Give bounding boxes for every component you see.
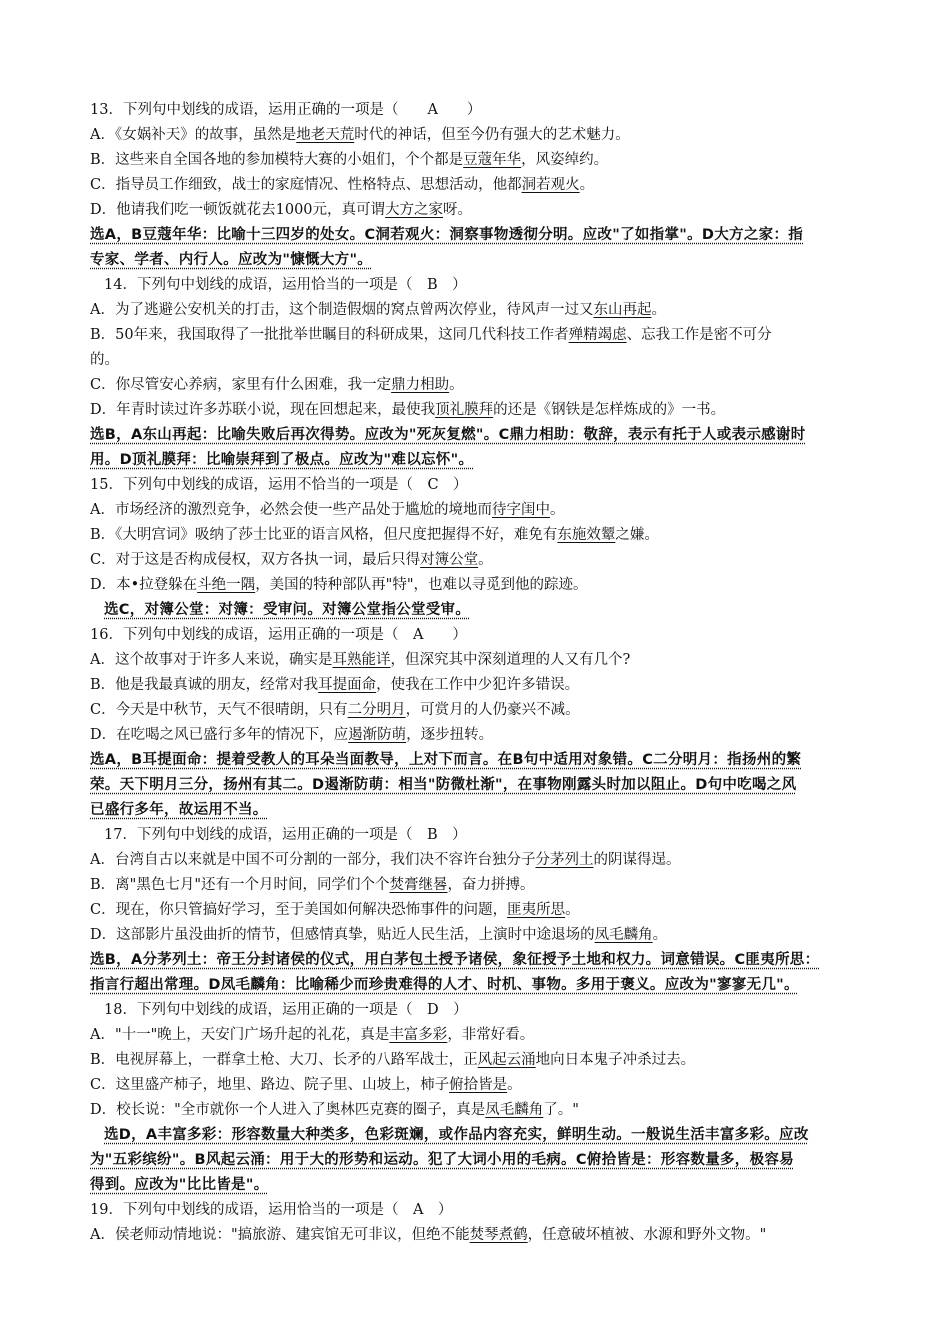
line-text-tail: ，奋力拼搏。 [447,877,535,893]
question-line [90,348,870,373]
answer-line [90,448,870,473]
underlined-idiom: 焚琴煮鹤 [469,1227,528,1243]
answer-line [90,948,870,973]
question-line [90,573,870,598]
question-line [90,473,870,498]
question-line [90,498,870,523]
line-text: A．市场经济的激烈竞争，必然会使一些产品处于尴尬的境地而 [90,502,492,518]
question-line [90,323,870,348]
line-text: C．现在，你只管搞好学习，至于美国如何解决恐怖事件的问题， [90,902,508,918]
line-text-tail: 了。" [543,1102,579,1118]
line-text-tail: ，可赏月的人仍豪兴不减。 [405,702,580,718]
underlined-idiom: 耳熟能详 [332,652,391,668]
underlined-idiom: 东山再起 [593,302,652,318]
line-text: D．这部影片虽没曲折的情节，但感情真挚，贴近人民生活，上演时中途退场的 [90,927,595,943]
line-text-tail: 呀。 [443,202,473,218]
question-line [90,523,870,548]
line-text-tail: ，美国的特种部队再"特"，也难以寻觅到他的踪迹。 [255,577,588,593]
question-line [90,1073,870,1098]
question-line [90,1048,870,1073]
question-line [90,898,870,923]
line-text-tail: 。 [652,927,668,943]
line-text: D．年青时读过许多苏联小说，现在回想起来，最使我 [90,402,436,418]
question-line [90,723,870,748]
underlined-idiom: 耳提面命 [318,677,377,693]
line-text: B．离"黑色七月"还有一个月时间，同学们个个 [90,877,390,893]
line-text: C．对于这是否构成侵权，双方各执一词，最后只得 [90,552,421,568]
line-text: C．这里盛产柿子，地里、路边、院子里、山坡上，柿子 [90,1077,450,1093]
underlined-idiom: 凤毛麟角 [594,927,653,943]
line-text-tail: 。 [579,177,595,193]
line-text: 选A，B豆蔻年华：比喻十三四岁的处女。C洞若观火：洞察事物透彻分明。应改"了如指掌"。D大方之家：指 [90,227,804,243]
underlined-idiom: 待字闺中 [491,502,550,518]
line-text: 指言行超出常理。D凤毛麟角：比喻稀少而珍贵难得的人才、时机、事物。多用于褒义。应改为"寥寥无几"。 [90,977,799,993]
underlined-idiom: 匪夷所思 [507,902,566,918]
question-line [90,848,870,873]
document-body [90,98,870,1248]
question-line [90,298,870,323]
question-line [90,548,870,573]
underlined-idiom: 分茅列土 [535,852,594,868]
line-text: 18．下列句中划线的成语，运用正确的一项是（ D ） [104,1002,468,1018]
line-text: A．为了逃避公安机关的打击，这个制造假烟的窝点曾两次停业，待风声一过又 [90,302,594,318]
underlined-idiom: 鼎力相助 [391,377,450,393]
line-text: B．50年来，我国取得了一批批举世瞩目的科研成果，这同几代科技工作者 [90,327,569,343]
underlined-idiom: 对簿公堂 [420,552,479,568]
question-line [90,873,870,898]
line-text: C．指导员工作细致，战士的家庭情况、性格特点、思想活动，他都 [90,177,522,193]
question-line [90,1198,870,1223]
line-text: 专家、学者、内行人。应改为"慷慨大方"。 [90,252,373,268]
question-line [90,373,870,398]
question-line [90,673,870,698]
underlined-idiom: 丰富多彩 [389,1027,448,1043]
line-text: 为"五彩缤纷"。B风起云涌：用于大的形势和运动。犯了大词小用的毛病。C俯拾皆是：形容数量多，极容易 [90,1152,794,1168]
line-text-tail: 的阴谋得逞。 [593,852,681,868]
line-text: B．电视屏幕上，一群拿土枪、大刀、长矛的八路军战士，正 [90,1052,478,1068]
question-line [90,1023,870,1048]
line-text-tail: 。 [449,377,464,393]
question-line [90,923,870,948]
line-text: 19．下列句中划线的成语，运用恰当的一项是（ A ） [90,1202,453,1218]
question-line [90,623,870,648]
line-text: A．"十一"晚上，天安门广场升起的礼花，真是 [90,1027,390,1043]
line-text: C．今天是中秋节，天气不很晴朗，只有 [90,702,348,718]
line-text: C．你尽管安心养病，家里有什么困难，我一定 [90,377,392,393]
line-text: D．在吃喝之风已盛行多年的情况下，应 [90,727,349,743]
question-line [90,698,870,723]
underlined-idiom: 俯拾皆是 [449,1077,508,1093]
line-text: 用。D顶礼膜拜：比喻崇拜到了极点。应改为"难以忘怀"。 [90,452,474,468]
answer-line [90,973,870,998]
line-text-tail: 。 [651,302,666,318]
underlined-idiom: 遏渐防萌 [348,727,407,743]
answer-line [90,1123,870,1148]
underlined-idiom: 风起云涌 [477,1052,536,1068]
question-line [90,648,870,673]
line-text: 17．下列句中划线的成语，运用正确的一项是（ B ） [104,827,467,843]
line-text: A．侯老师动情地说："搞旅游、建宾馆无可非议，但绝不能 [90,1227,470,1243]
line-text-tail: ，非常好看。 [447,1027,535,1043]
question-line [90,198,870,223]
question-line [90,273,870,298]
line-text: A．《女娲补天》的故事，虽然是 [90,127,297,143]
line-text-tail: 、忘我工作是密不可分 [626,327,772,343]
line-text-tail: ，使我在工作中少犯许多错误。 [376,677,580,693]
underlined-idiom: 地老天荒 [296,127,355,143]
underlined-idiom: 焚膏继晷 [389,877,448,893]
question-line [90,1223,870,1248]
question-line [90,398,870,423]
underlined-idiom: 洞若观火 [521,177,580,193]
underlined-idiom: 二分明月 [347,702,406,718]
line-text: 已盛行多年，故运用不当。 [90,802,268,818]
line-text-tail: 。 [565,902,580,918]
line-text: B．这些来自全国各地的参加模特大赛的小姐们，个个都是 [90,152,464,168]
question-line [90,123,870,148]
line-text: 13．下列句中划线的成语，运用正确的一项是（ A ） [90,102,482,118]
answer-line [90,773,870,798]
underlined-idiom: 大方之家 [385,202,444,218]
line-text: 15．下列句中划线的成语，运用不恰当的一项是（ C ） [90,477,468,493]
question-line [90,1098,870,1123]
answer-line [90,798,870,823]
line-text-tail: 的还是《钢铁是怎样炼成的》一书。 [493,402,726,418]
line-text: 选B，A东山再起：比喻失败后再次得势。应改为"死灰复燃"。C鼎力相助：敬辞，表示有托于人或表示感谢时 [90,427,806,443]
line-text-tail: 。 [478,552,493,568]
line-text: 14．下列句中划线的成语，运用恰当的一项是（ B ） [104,277,467,293]
underlined-idiom: 东施效颦 [557,527,616,543]
underlined-idiom: 顶礼膜拜 [435,402,494,418]
line-text: 荣。天下明月三分，扬州有其二。D遏渐防萌：相当"防微杜渐"，在事物刚露头时加以阻止。D句中吃喝之风 [90,777,797,793]
line-text-tail: 之嫌。 [615,527,659,543]
line-text: D．校长说："全市就你一个人进入了奥林匹克赛的圈子，真是 [90,1102,486,1118]
line-text: 的。 [90,352,119,368]
line-text-tail: 地向日本鬼子冲杀过去。 [535,1052,696,1068]
answer-line [90,223,870,248]
line-text: 16．下列句中划线的成语，运用正确的一项是（ A ） [90,627,467,643]
answer-line [90,598,870,623]
underlined-idiom: 斗绝一隅 [197,577,256,593]
answer-line [90,423,870,448]
line-text: 选D，A丰富多彩：形容数量大种类多，色彩斑斓，或作品内容充实，鲜明生动。一般说生活丰富多彩。应改 [104,1127,809,1143]
underlined-idiom: 殚精竭虑 [568,327,627,343]
line-text-tail: 。 [549,502,565,518]
question-line [90,823,870,848]
underlined-idiom: 凤毛麟角 [485,1102,544,1118]
line-text: 得到。应改为"比比皆是"。 [90,1177,269,1193]
answer-line [90,748,870,773]
question-line [90,148,870,173]
question-line [90,173,870,198]
line-text-tail: 时代的神话，但至今仍有强大的艺术魅力。 [354,127,630,143]
line-text: B．《大明宫词》吸纳了莎士比亚的语言风格，但尺度把握得不好，难免有 [90,527,558,543]
line-text: A．台湾自古以来就是中国不可分割的一部分，我们决不容许台独分子 [90,852,536,868]
line-text: 选B，A分茅列土：帝王分封诸侯的仪式，用白茅包土授予诸侯，象征授予土地和权力。词意错误。C匪夷所思： [90,952,820,968]
line-text: D．本•拉登躲在 [90,577,198,593]
line-text: 选A，B耳提面命：提着受教人的耳朵当面教导，上对下而言。在B句中适用对象错。C二分明月：指扬州的繁 [90,752,802,768]
answer-line [90,1148,870,1173]
line-text-tail: ，逐步扭转。 [406,727,494,743]
line-text-tail: ，但深究其中深刻道理的人又有几个? [390,652,631,668]
line-text: A．这个故事对于许多人来说，确实是 [90,652,333,668]
line-text-tail: 。 [507,1077,522,1093]
answer-line [90,248,870,273]
answer-line [90,1173,870,1198]
line-text: B．他是我最真诚的朋友，经常对我 [90,677,319,693]
question-line [90,98,870,123]
line-text-tail: ，任意破坏植被、水源和野外文物。" [527,1227,767,1243]
line-text: 选C，对簿公堂：对簿：受审问。对簿公堂指公堂受审。 [104,602,471,618]
line-text-tail: ，风姿绰约。 [521,152,609,168]
question-line [90,998,870,1023]
line-text: D．他请我们吃一顿饭就花去1000元，真可谓 [90,202,386,218]
underlined-idiom: 豆蔻年华 [463,152,522,168]
